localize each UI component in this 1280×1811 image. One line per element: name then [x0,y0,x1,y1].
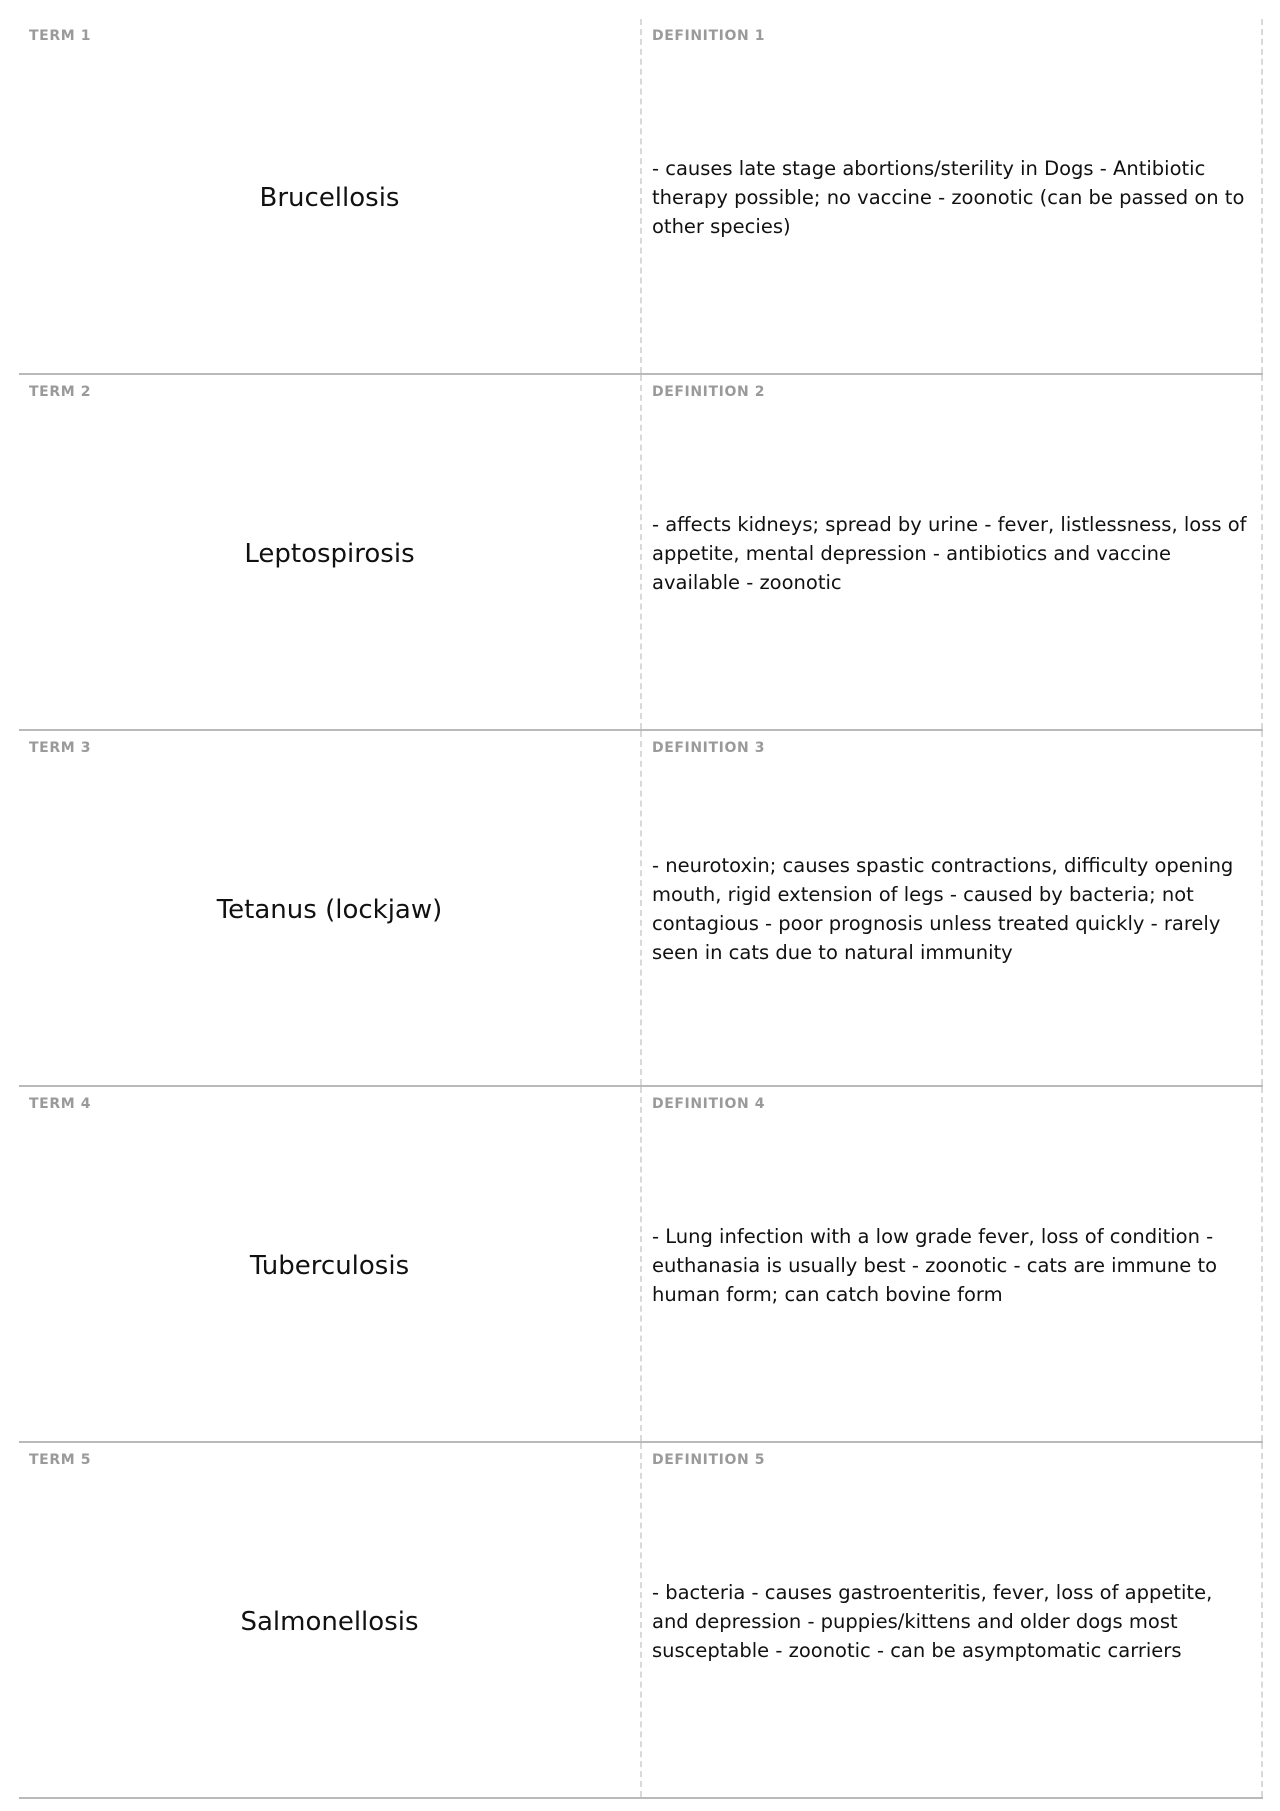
definition-label: DEFINITION 1 [652,28,766,44]
definition-label: DEFINITION 3 [652,740,766,756]
term-cell [19,1087,642,1441]
card-row-1 [19,19,1263,375]
term-label: TERM 2 [29,384,92,400]
card-row-4 [19,1087,1263,1443]
flashcard-sheet [19,19,1263,1799]
definition-cell [642,375,1263,729]
definition-cell [642,731,1263,1085]
card-row-5 [19,1443,1263,1799]
term-label: TERM 1 [29,28,92,44]
term-cell [19,731,642,1085]
definition-label: DEFINITION 5 [652,1452,766,1468]
definition-text: - bacteria - causes gastroenteritis, fever, loss of appetite, and depression - puppies/kittens and older dogs most susceptable - zoonotic - can be asymptomatic carriers [652,1580,1213,1662]
term-cell [19,19,642,373]
definition-label: DEFINITION 4 [652,1096,766,1112]
term-label: TERM 4 [29,1096,92,1112]
term-label: TERM 3 [29,740,92,756]
term-text: Tuberculosis [249,1251,410,1281]
definition-label: DEFINITION 2 [652,384,766,400]
card-row-3 [19,731,1263,1087]
term-cell [19,375,642,729]
definition-text: - neurotoxin; causes spastic contractions, difficulty opening mouth, rigid extension of legs - caused by bacteria; not contagious - poor prognosis unless treated quickly - rarely seen in cats due to natural immunity [652,854,1234,964]
term-text: Tetanus (lockjaw) [216,895,443,925]
term-cell [19,1443,642,1797]
term-text: Leptospirosis [244,539,415,569]
definition-cell [642,1443,1263,1797]
definition-cell [642,1087,1263,1441]
card-row-2 [19,375,1263,731]
term-text: Brucellosis [259,183,400,213]
definition-text: - affects kidneys; spread by urine - fever, listlessness, loss of appetite, mental depression - antibiotics and vaccine available - zoonotic [652,512,1247,594]
term-label: TERM 5 [29,1452,92,1468]
definition-text: - causes late stage abortions/sterility in Dogs - Antibiotic therapy possible; no vaccine - zoonotic (can be passed on to other species) [652,156,1245,238]
term-text: Salmonellosis [240,1607,419,1637]
definition-cell [642,19,1263,373]
definition-text: - Lung infection with a low grade fever, loss of condition - euthanasia is usually best - zoonotic - cats are immune to human form; can catch bovine form [652,1224,1218,1306]
